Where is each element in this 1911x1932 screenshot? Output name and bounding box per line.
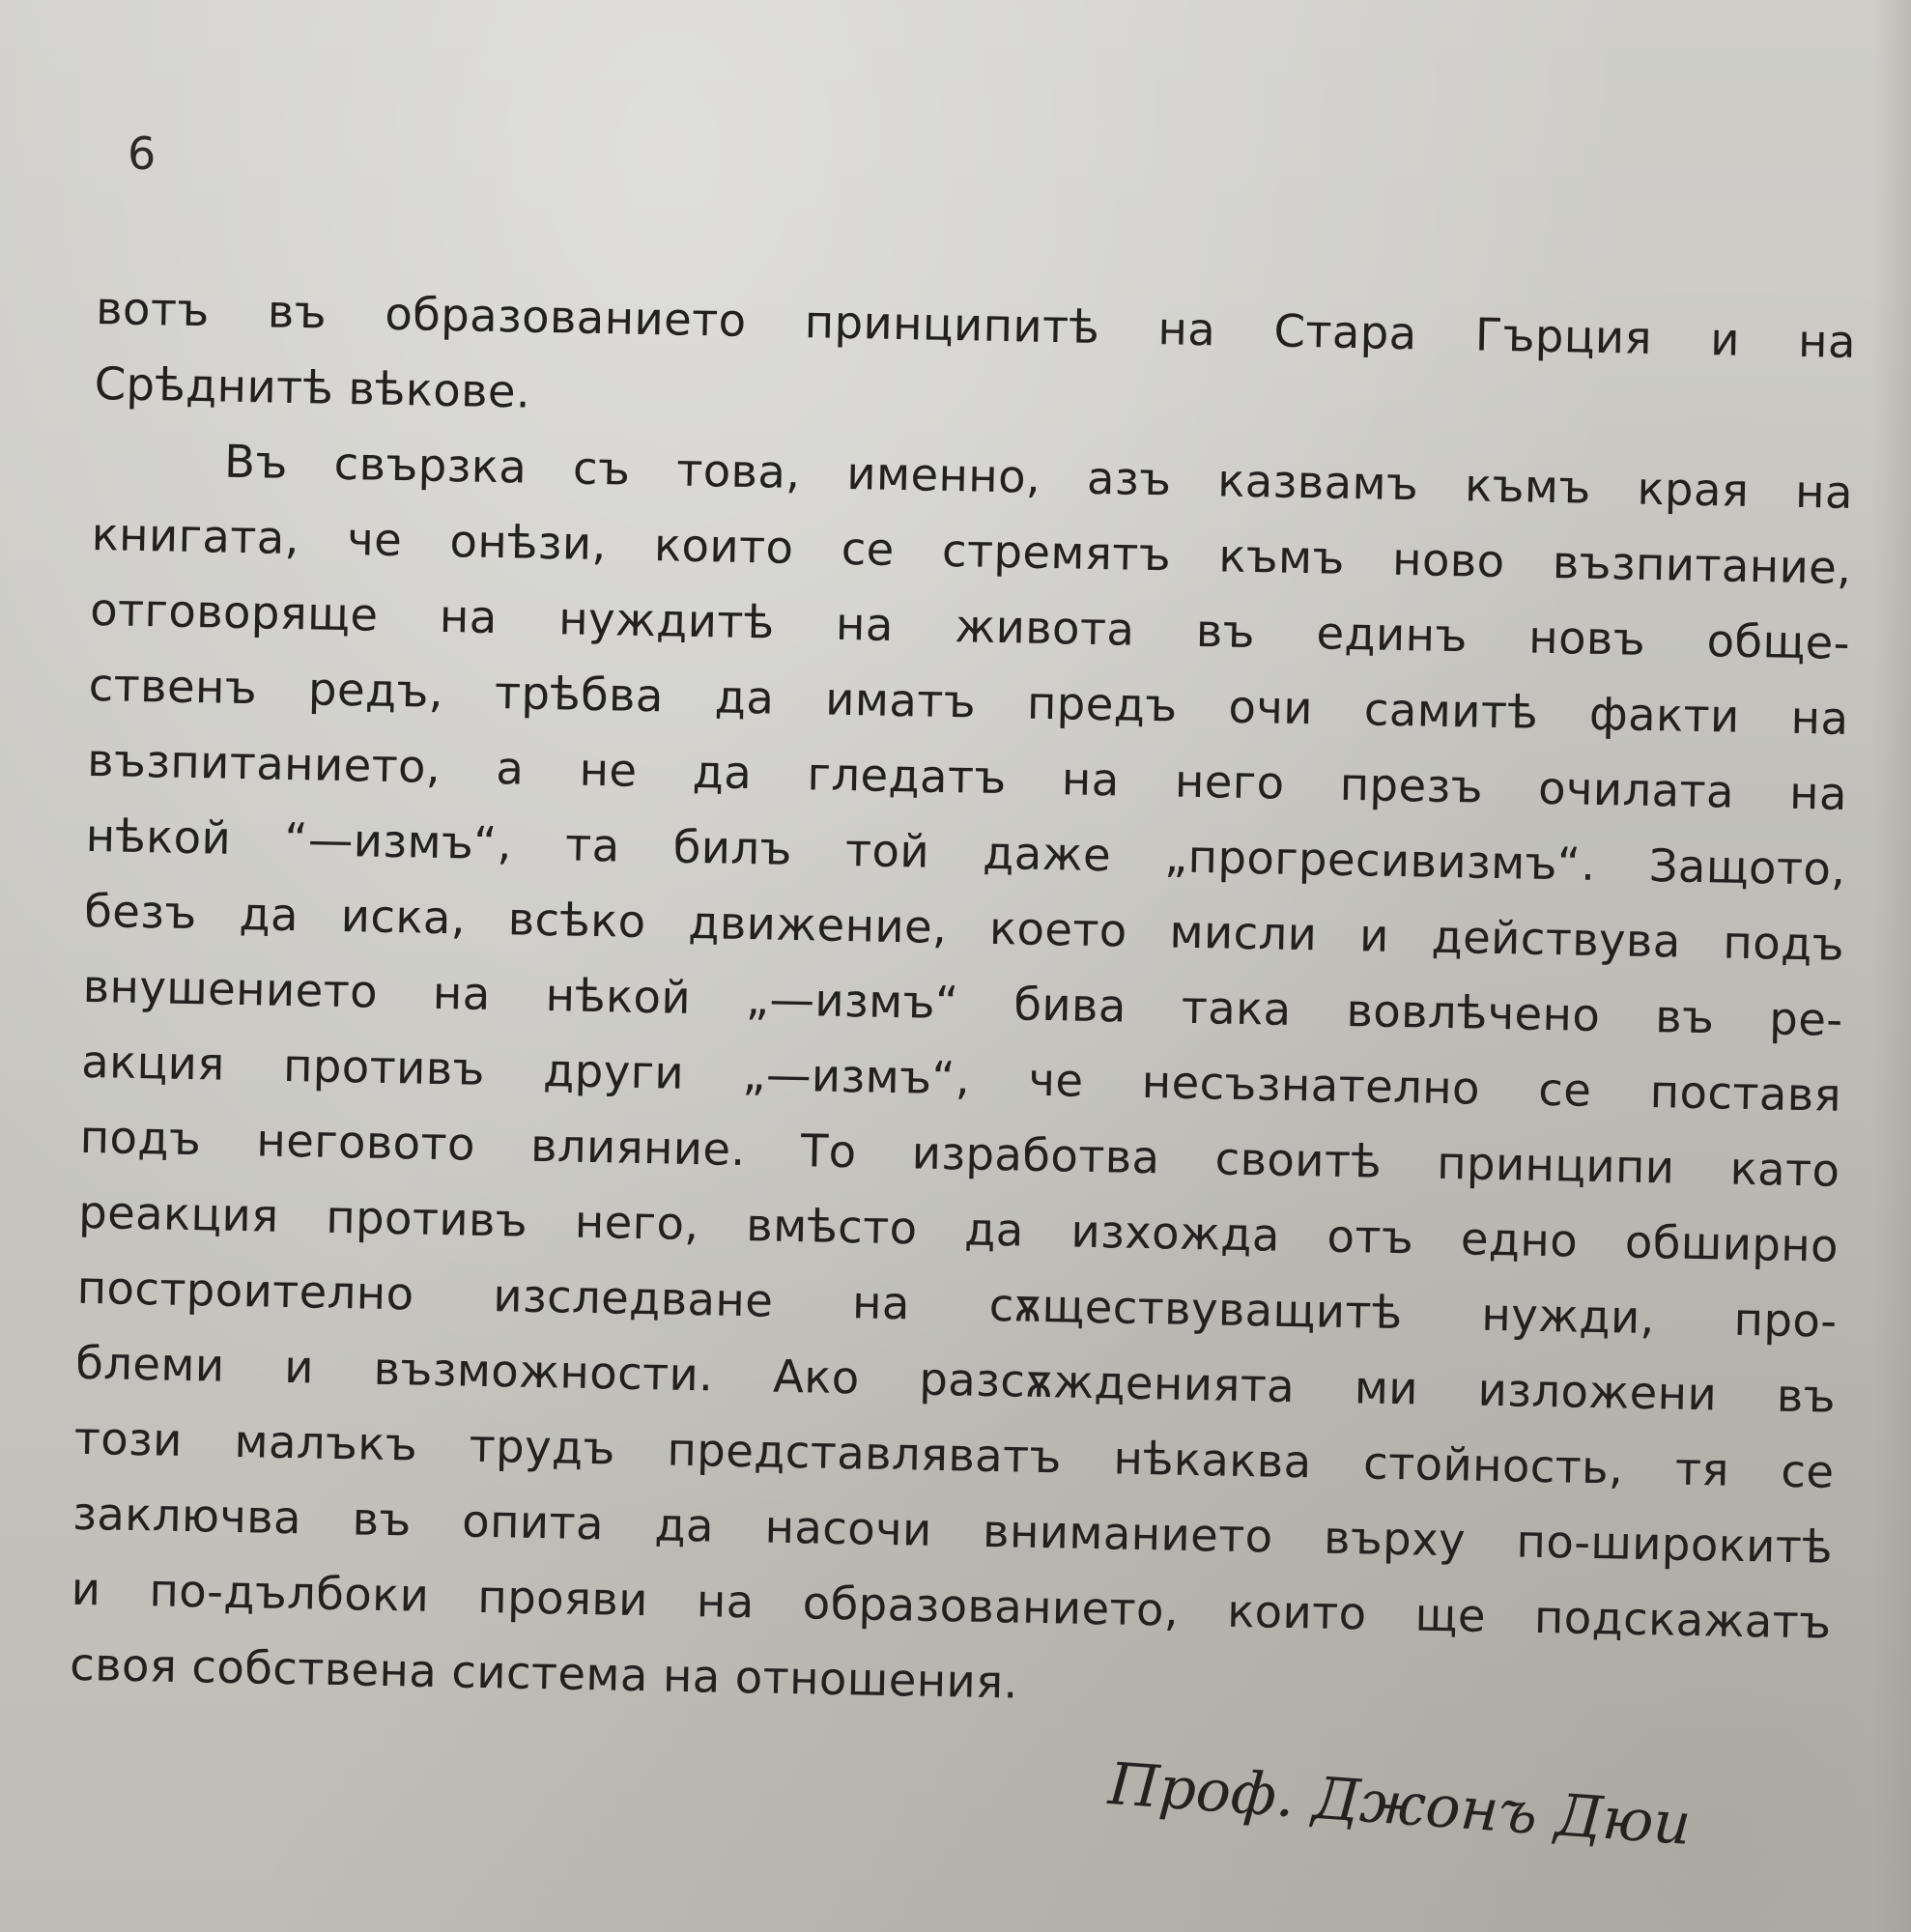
text-line: внушението на нѣкой „—измъ“ бива така вовлѣчено въ ре- [82, 959, 1843, 1046]
body-text [70, 270, 1857, 1736]
text-line: своя собствена система на отношения. [69, 1637, 1019, 1709]
text-line: реакция противъ него, вмѣсто да изхожда отъ едно обширно [77, 1185, 1840, 1272]
text-line: заключва въ опита да насочи вниманието върху по-широкитѣ [71, 1487, 1834, 1574]
text-line: нѣкой “—измъ“, та билъ той даже „прогресивизмъ“. Защото, [85, 809, 1846, 895]
text-line: и по-дълбоки прояви на образованието, които ще подскажатъ [71, 1562, 1832, 1649]
text-line: книгата, че онѣзи, които се стремятъ къмъ ново възпитание, [91, 507, 1852, 594]
text-line: построително изследване на сѫществуващитѣ нужди, про- [76, 1261, 1838, 1348]
text-line: ственъ редъ, трѣбва да иматъ предъ очи самитѣ факти на [88, 658, 1849, 745]
author-signature: Проф. Джонъ Дюи [1106, 1750, 1694, 1859]
text-line: блеми и възможности. Ако разсѫжденията ми изложени въ [74, 1336, 1837, 1423]
text-line: Въ свързка съ това, именно, азъ казвамъ къмъ края на [223, 435, 1854, 519]
text-line: акция противъ други „—измъ“, че несъзнателно се поставя [80, 1035, 1842, 1122]
page-number: 6 [128, 128, 157, 180]
text-line: безъ да иска, всѣко движение, което мисли и действува подъ [83, 884, 1845, 971]
text-line: възпитанието, а не да гледатъ на него презъ очилата на [86, 733, 1848, 820]
text-line: този малъкъ трудъ представляватъ нѣкаква стойность, тя се [73, 1411, 1835, 1498]
text-line: Срѣднитѣ вѣкове. [94, 356, 531, 418]
text-line: вотъ въ образованието принципитѣ на Стара Гърция и на [95, 281, 1857, 368]
page-edge-shadow [1872, 0, 1911, 1932]
text-line: подъ неговото влияние. То изработва своитѣ принципи като [79, 1110, 1840, 1197]
text-line: отговоряще на нуждитѣ на живота въ единъ новъ обще- [89, 582, 1851, 669]
